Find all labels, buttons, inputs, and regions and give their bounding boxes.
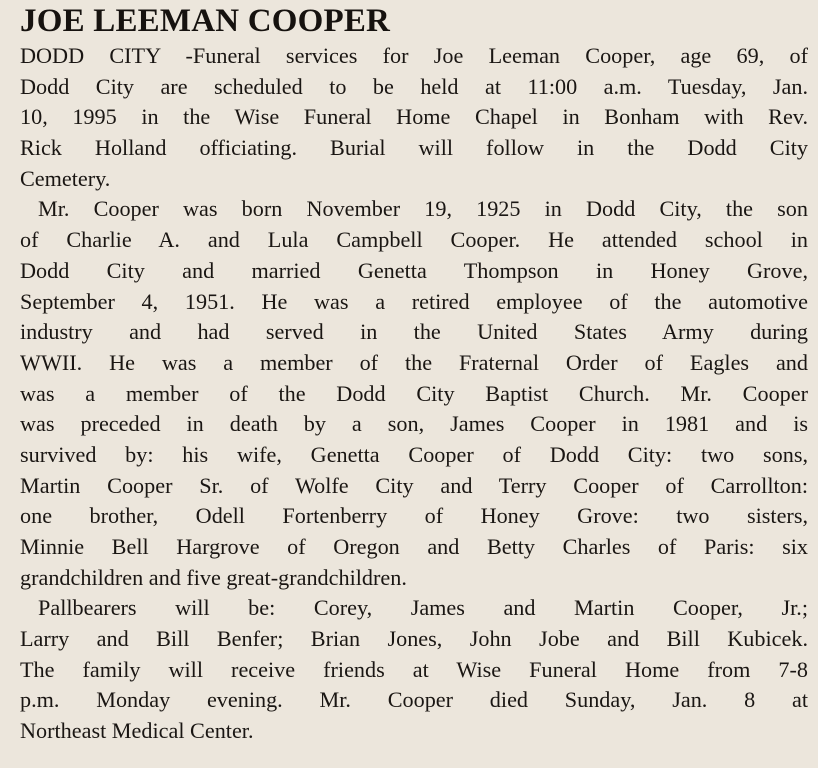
paragraph-pallbearers	[20, 593, 808, 746]
text-line: was a member of the Dodd City Baptist Church. Mr. Cooper	[20, 380, 808, 406]
text-line: Pallbearers will be: Corey, James and Martin Cooper, Jr.;	[38, 595, 808, 621]
text-line: survived by: his wife, Genetta Cooper of Dodd City: two sons,	[20, 441, 808, 467]
text-line: p.m. Monday evening. Mr. Cooper died Sunday, Jan. 8 at	[20, 687, 808, 713]
obituary-body	[20, 41, 808, 747]
obituary-headline: JOE LEEMAN COOPER	[20, 3, 391, 39]
text-line: of Charlie A. and Lula Campbell Cooper. He attended school in	[20, 227, 808, 253]
text-line: Minnie Bell Hargrove of Oregon and Betty Charles of Paris: six	[20, 534, 808, 559]
text-line: Dodd City are scheduled to be held at 11:00 a.m. Tuesday, Jan.	[20, 73, 808, 99]
text-line: Larry and Bill Benfer; Brian Jones, John Jobe and Bill Kubicek.	[20, 626, 808, 652]
text-line: Mr. Cooper was born November 19, 1925 in Dodd City, the son	[38, 196, 808, 222]
text-line: Dodd City and married Genetta Thompson in Honey Grove,	[20, 257, 808, 283]
text-line: industry and had served in the United States Army during	[20, 319, 808, 345]
text-line: DODD CITY -Funeral services for Joe Leeman Cooper, age 69, of	[20, 43, 808, 68]
text-line: grandchildren and five great-grandchildren.	[20, 564, 407, 590]
text-line: 10, 1995 in the Wise Funeral Home Chapel in Bonham with Rev.	[20, 104, 808, 130]
text-line: The family will receive friends at Wise Funeral Home from 7-8	[20, 656, 808, 682]
text-line: one brother, Odell Fortenberry of Honey Grove: two sisters,	[20, 503, 808, 529]
text-line: Martin Cooper Sr. of Wolfe City and Terry Cooper of Carrollton:	[20, 472, 808, 498]
paragraph-funeral-services	[20, 41, 808, 194]
paragraph-biography	[20, 194, 808, 593]
text-line: Northeast Medical Center.	[20, 718, 254, 744]
text-line: Cemetery.	[20, 165, 111, 191]
text-line: Rick Holland officiating. Burial will follow in the Dodd City	[20, 135, 808, 161]
text-line: was preceded in death by a son, James Cooper in 1981 and is	[20, 411, 808, 437]
text-line: WWII. He was a member of the Fraternal Order of Eagles and	[20, 349, 808, 375]
text-line: September 4, 1951. He was a retired employee of the automotive	[20, 288, 808, 314]
